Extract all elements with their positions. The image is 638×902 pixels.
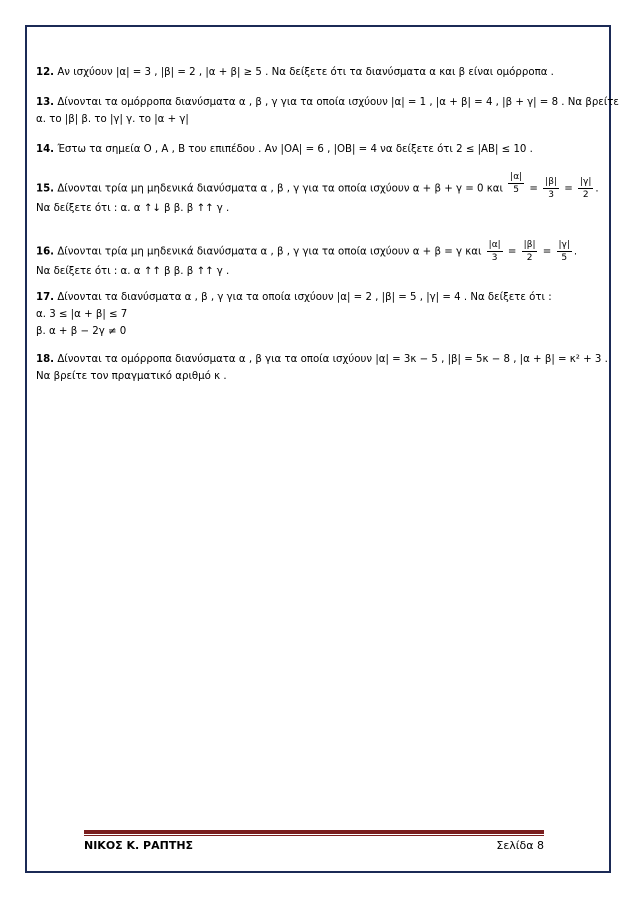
exercise-text: α. το |β| β. το |γ| γ. το |α + γ| [36, 114, 189, 125]
exercise-15: 15. Δίνονται τρία μη μηδενικά διανύσματα α , β , γ για τα οποία ισχύουν α + β + γ = 0 και $\frac{|\alpha|}{5}$ = $\frac{|\beta|}{3}$ = $\frac{|\gamma|}{2}$ . [36, 172, 599, 200]
exercise-13-questions [36, 111, 189, 128]
fraction: $\frac{|\alpha|}{5}$ [510, 172, 523, 195]
exercise-17 [36, 289, 552, 306]
exercise-16-questions [36, 263, 229, 280]
exercise-text: Δίνονται τρία μη μηδενικά διανύσματα α , β , γ για τα οποία ισχύουν α + β = γ και [57, 246, 482, 258]
footer-divider-thin [84, 835, 544, 836]
exercise-text: Δίνονται τα ομόρροπα διανύσματα α , β , γ για τα οποία ισχύουν |α| = 1 , |α + β| = 4 , |β + γ| = 8 . Να βρείτε [57, 97, 619, 108]
exercise-text: β. α + β − 2γ ≠ 0 [36, 326, 127, 337]
exercise-text: Να βρείτε τον πραγματικό αριθμό κ . [36, 371, 227, 382]
fraction: $\frac{|\beta|}{2}$ [523, 240, 536, 263]
exercise-number: 16. [36, 246, 55, 258]
exercise-16: 16. Δίνονται τρία μη μηδενικά διανύσματα α , β , γ για τα οποία ισχύουν α + β = γ και $\frac{|\alpha|}{3}$ = $\frac{|\beta|}{2}$ = $\frac{|\gamma|}{5}$ . [36, 240, 578, 263]
exercise-18 [36, 351, 608, 368]
footer-divider [84, 830, 544, 834]
exercise-number: 14. [36, 144, 55, 155]
exercise-number: 13. [36, 97, 55, 108]
exercise-text: Δίνονται τα διανύσματα α , β , γ για τα οποία ισχύουν |α| = 2 , |β| = 5 , |γ| = 4 . Να δείξετε ότι : [57, 292, 552, 303]
exercise-text: Να δείξετε ότι : α. α ↑↓ β β. β ↑↑ γ . [36, 203, 230, 214]
exercise-14 [36, 141, 533, 158]
exercise-18-question [36, 368, 227, 385]
exercise-13 [36, 94, 619, 111]
exercise-12 [36, 64, 554, 81]
exercise-text: α. 3 ≤ |α + β| ≤ 7 [36, 309, 128, 320]
exercise-number: 15. [36, 183, 55, 195]
exercise-number: 17. [36, 292, 55, 303]
footer-page-number: Σελίδα 8 [496, 839, 544, 852]
exercise-text: Αν ισχύουν |α| = 3 , |β| = 2 , |α + β| ≥ 5 . Να δείξετε ότι τα διανύσματα α και β είναι ομόρροπα . [57, 67, 554, 78]
exercise-number: 18. [36, 354, 55, 365]
fraction: $\frac{|\gamma|}{2}$ [580, 177, 592, 200]
exercise-text: Έστω τα σημεία Ο , Α , Β του επιπέδου . Αν |ΟΑ| = 6 , |ΟΒ| = 4 να δείξετε ότι 2 ≤ |ΑΒ| ≤ 10 . [57, 144, 533, 155]
exercise-17-part-b [36, 323, 126, 340]
fraction: $\frac{|\gamma|}{5}$ [558, 240, 570, 263]
exercise-15-questions [36, 200, 229, 217]
exercise-text: Να δείξετε ότι : α. α ↑↑ β β. β ↑↑ γ . [36, 266, 230, 277]
fraction: $\frac{|\alpha|}{3}$ [488, 240, 501, 263]
exercise-17-part-a [36, 306, 127, 323]
exercise-text: Δίνονται τρία μη μηδενικά διανύσματα α , β , γ για τα οποία ισχύουν α + β + γ = 0 και [57, 183, 503, 195]
exercise-text: Δίνονται τα ομόρροπα διανύσματα α , β για τα οποία ισχύουν |α| = 3κ − 5 , |β| = 5κ − 8 , |α + β| = κ² + 3 . [57, 354, 608, 365]
footer-author: ΝΙΚΟΣ Κ. ΡΑΠΤΗΣ [84, 839, 194, 852]
fraction: $\frac{|\beta|}{3}$ [545, 177, 557, 200]
exercise-number: 12. [36, 67, 55, 78]
